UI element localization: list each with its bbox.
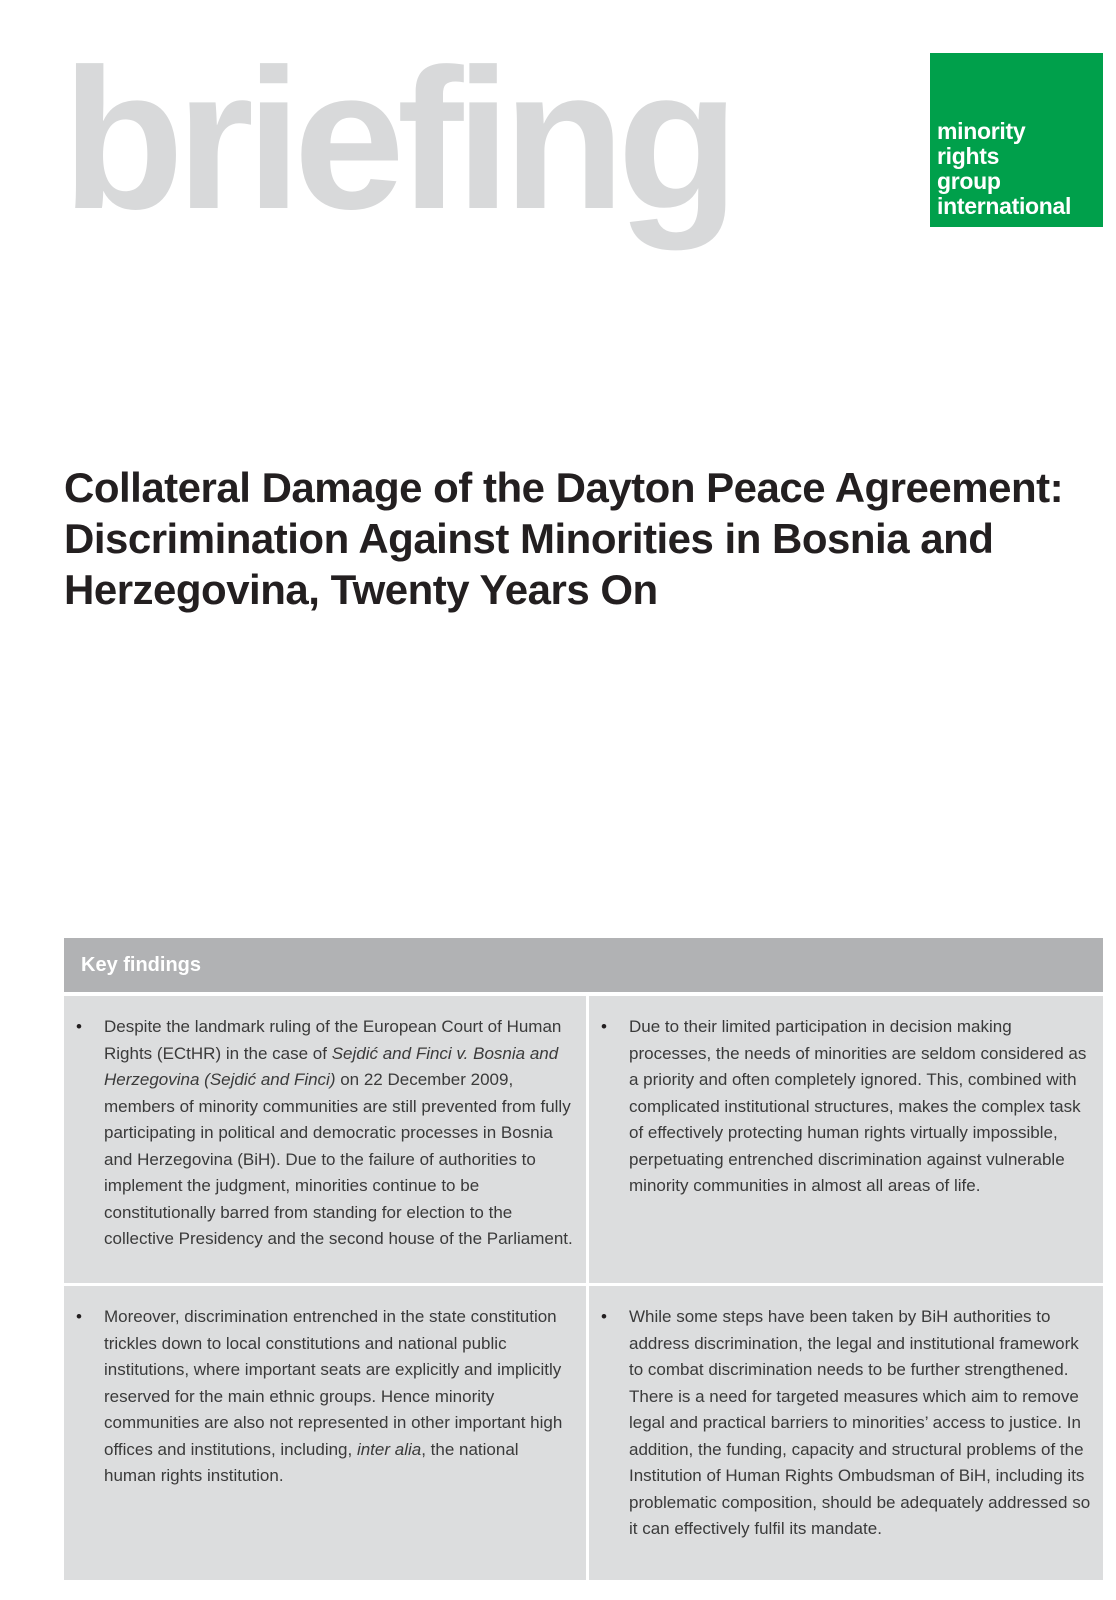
- logo-line-3: group: [937, 168, 1001, 194]
- finding-3-part-c: , the national human rights institution.: [104, 1439, 519, 1485]
- case-name: Sejdić and Finci v. Bosnia and Herzegovina (Sejdić and Finci): [104, 1043, 559, 1089]
- key-findings-heading: Key findings: [64, 938, 1103, 992]
- bullet-marker: •: [601, 1307, 607, 1326]
- key-findings-grid: [64, 996, 1103, 1580]
- key-findings-box: [64, 938, 1103, 1580]
- mrg-logo: [930, 53, 1103, 227]
- finding-2: [586, 996, 1103, 1283]
- finding-1-part-c: on 22 December 2009, members of minority communities are still prevented from fully participating in political and democratic processes in Bosnia and Herzegovina (BiH). Due to the failure of authorities to implement the judgment, minorities continue to be constitutionally barred from standing for election to the collective Presidency and the second house of the Parliament.: [104, 1070, 573, 1248]
- bullet-marker: •: [601, 1017, 607, 1036]
- finding-4: [586, 1283, 1103, 1580]
- finding-3-part-a: Moreover, discrimination entrenched in the state constitution trickles down to local constitutions and national public institutions, where important seats are explicitly and implicitly reserved for the main ethnic groups. Hence minority communities are also not represented in other important high offices and institutions, including,: [104, 1307, 563, 1459]
- bullet-marker: •: [76, 1017, 82, 1036]
- briefing-wordmark: briefing: [62, 28, 732, 251]
- finding-4-text: While some steps have been taken by BiH authorities to address discrimination, the legal and institutional framework to combat discrimination needs to be further strengthened. There is a need for targeted measures which aim to remove legal and practical barriers to minorities’ access to justice. In addition, the funding, capacity and structural problems of the Institution of Human Rights Ombudsman of BiH, including its problematic composition, should be adequately addressed so it can effectively fulfil its mandate.: [629, 1307, 1091, 1538]
- bullet-marker: •: [76, 1307, 82, 1326]
- logo-line-1: minority: [937, 118, 1026, 144]
- finding-1-text: [104, 1014, 574, 1253]
- latin-phrase: inter alia: [356, 1439, 422, 1459]
- finding-2-text: Due to their limited participation in decision making processes, the needs of minorities are seldom considered as a priority and often completely ignored. This, combined with complicated institutional structures, makes the complex task of effectively protecting human rights virtually impossible, perpetuating entrenched discrimination against vulnerable minority communities in almost all areas of life.: [629, 1017, 1087, 1195]
- finding-1-part-a: Despite the landmark ruling of the European Court of Human Rights (ECtHR) in the case of: [104, 1017, 562, 1063]
- finding-3: [64, 1283, 586, 1580]
- logo-line-2: rights: [937, 143, 1000, 169]
- finding-1: [64, 996, 586, 1283]
- finding-3-text: [104, 1304, 574, 1490]
- document-title: Collateral Damage of the Dayton Peace Agreement: Discrimination Against Minorities in Bosnia and Herzegovina, Twenty Years On: [64, 464, 1064, 613]
- logo-line-4: international: [937, 193, 1072, 219]
